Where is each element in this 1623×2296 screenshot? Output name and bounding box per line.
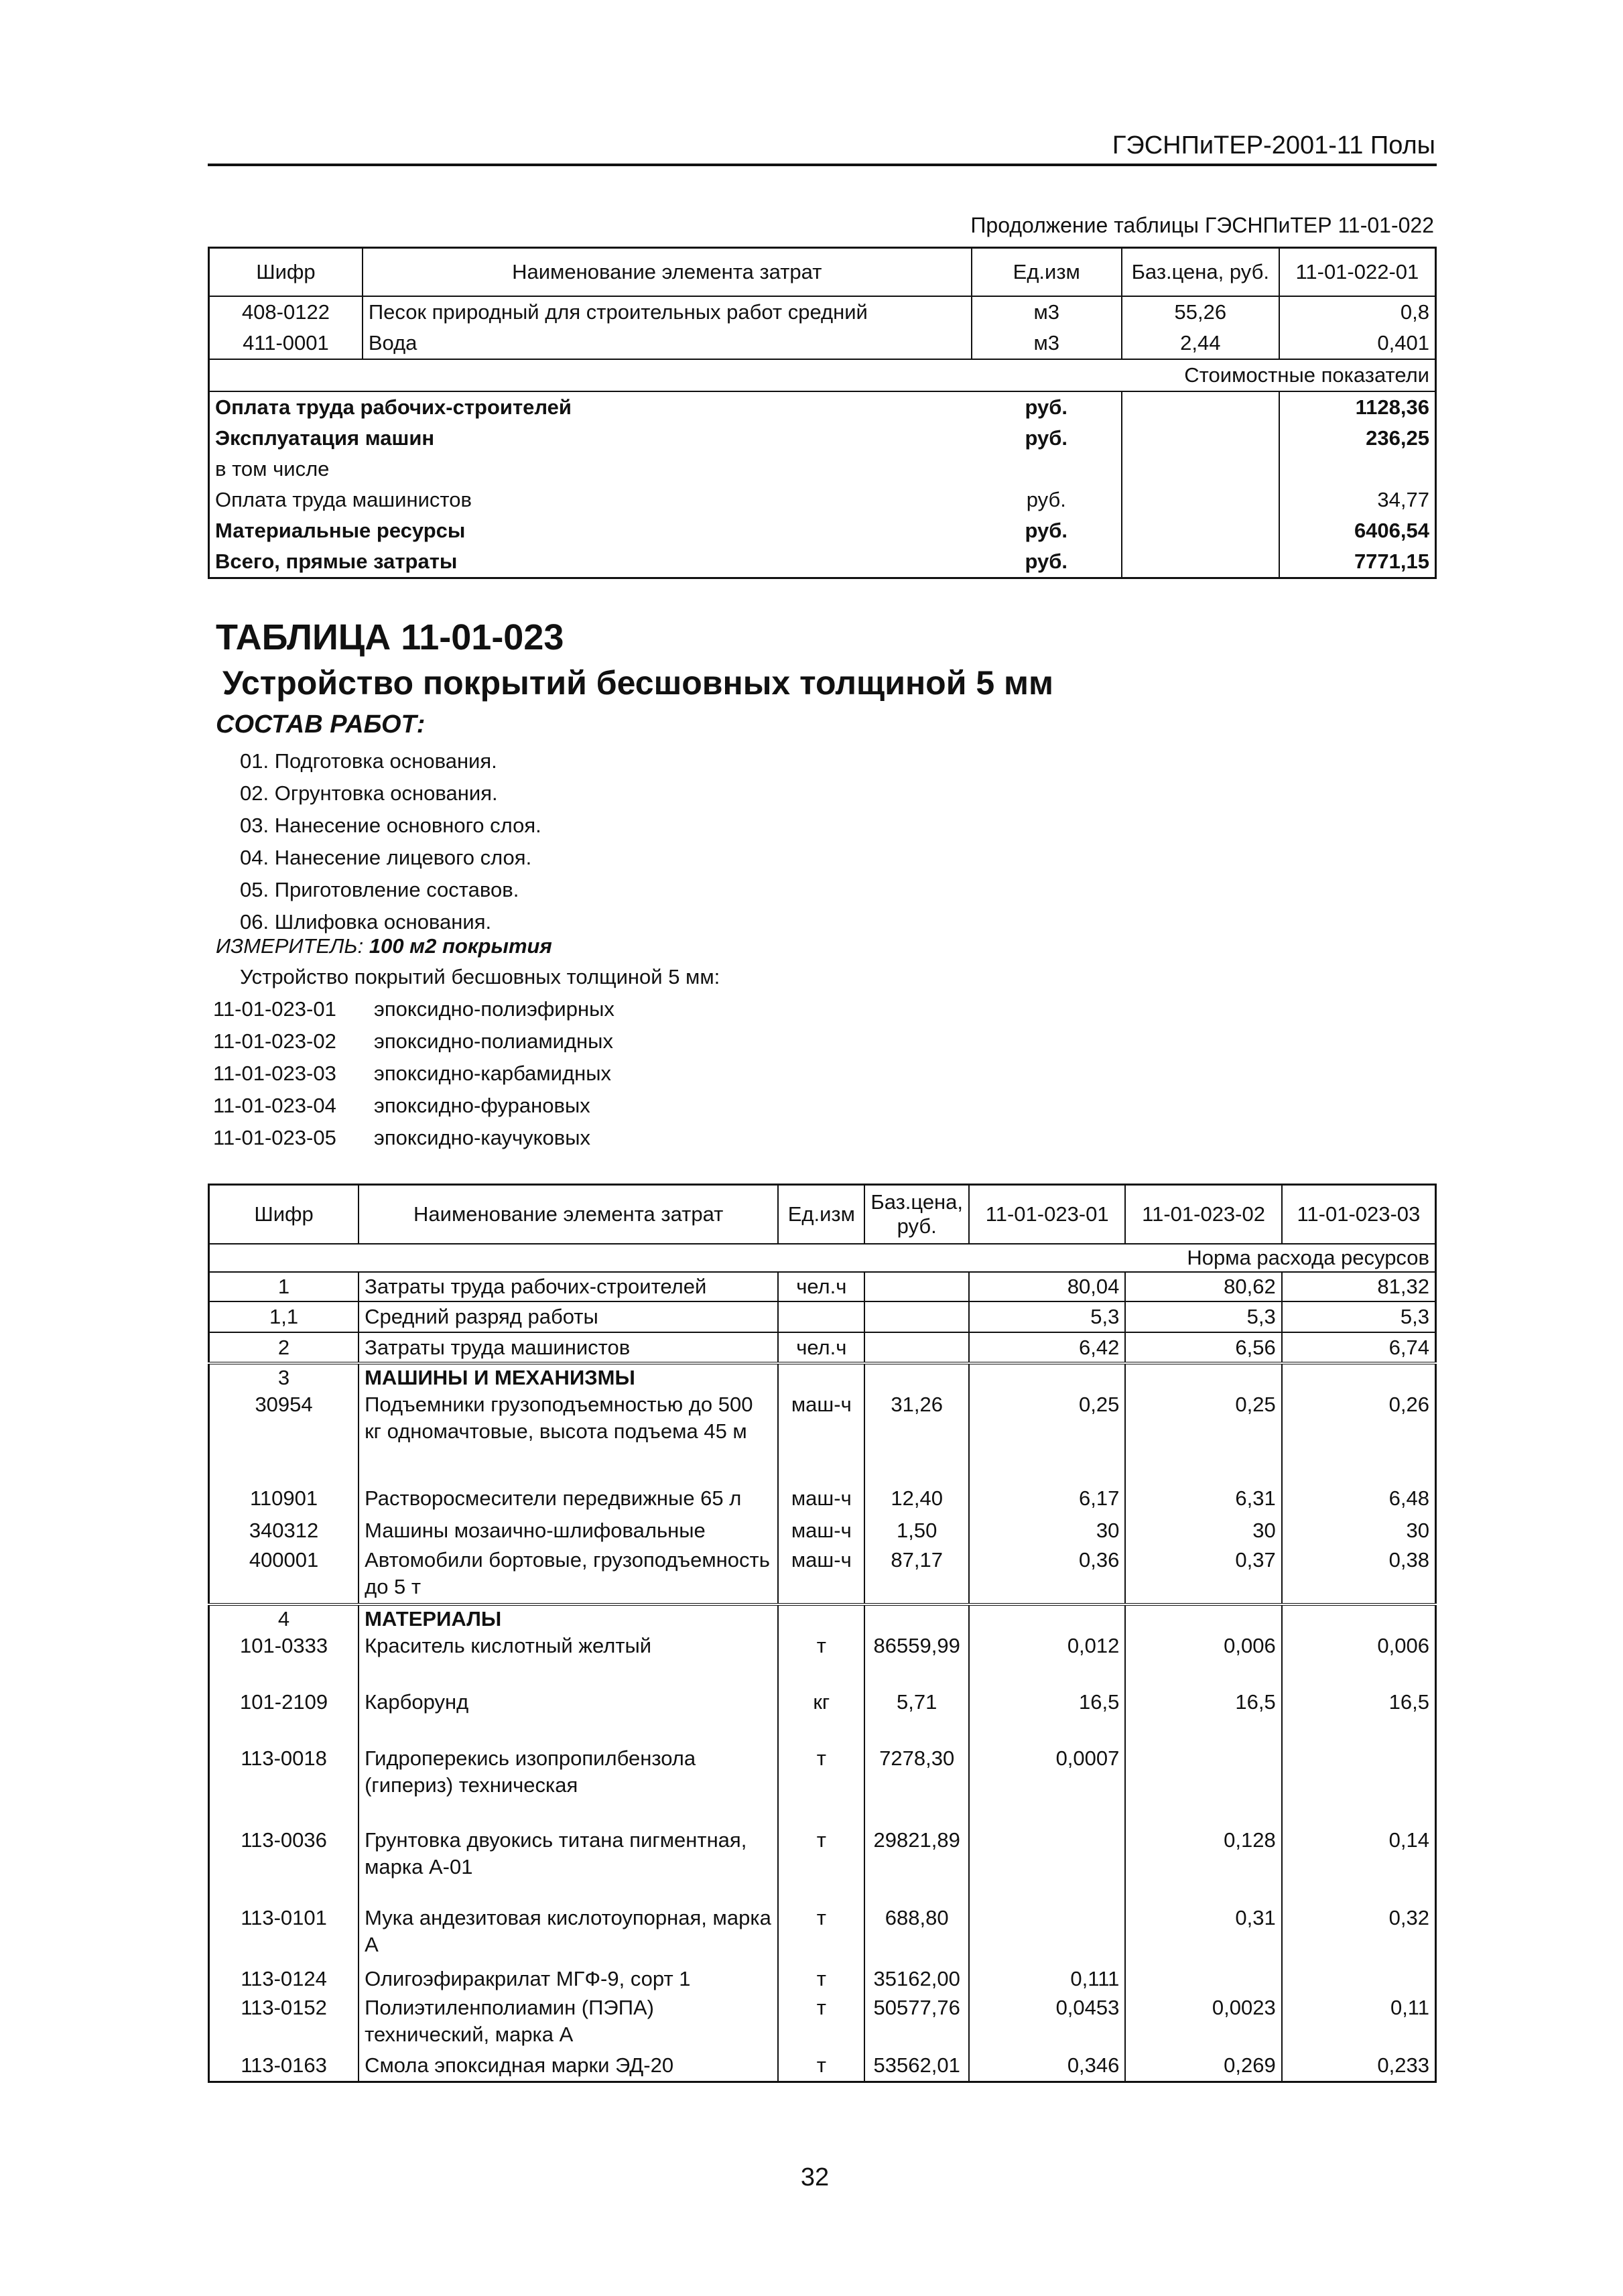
cell-price xyxy=(864,1604,969,1633)
table-header-row xyxy=(209,1185,1436,1245)
cell-code: 113-0124 xyxy=(209,1964,359,1994)
cell-value: 0,26 xyxy=(1282,1391,1436,1482)
cell-name: Олигоэфиракрилат МГФ-9, сорт 1 xyxy=(359,1964,778,1994)
resource-table-11-01-023 xyxy=(208,1184,1437,2083)
table-row xyxy=(209,1905,1436,1964)
cell-name: МАТЕРИАЛЫ xyxy=(359,1604,778,1633)
summary-name: Оплата труда машинистов xyxy=(215,488,472,511)
cell-value xyxy=(969,1827,1125,1905)
cell-value: 0,0007 xyxy=(969,1745,1125,1827)
summary-row xyxy=(209,454,1436,485)
list-item xyxy=(213,993,614,1025)
cell-name: МАШИНЫ И МЕХАНИЗМЫ xyxy=(359,1363,778,1391)
cell-value: 0,25 xyxy=(969,1391,1125,1482)
summary-unit: руб. xyxy=(1026,488,1066,511)
cell-value: 0,233 xyxy=(1282,2051,1436,2082)
cell-name: Вода xyxy=(363,328,972,359)
cell-name: Полиэтиленполиамин (ПЭПА) технический, марка А xyxy=(359,1994,778,2051)
cell-value: 5,3 xyxy=(969,1301,1125,1332)
cell-value: 6,74 xyxy=(1282,1332,1436,1363)
summary-value: 1128,36 xyxy=(1279,391,1436,423)
table-row xyxy=(209,1745,1436,1827)
measure-label: ИЗМЕРИТЕЛЬ: xyxy=(216,934,364,958)
cell-unit: т xyxy=(778,1994,864,2051)
cell-code: 1,1 xyxy=(209,1301,359,1332)
cell-unit: т xyxy=(778,1745,864,1827)
cell-value: 6,31 xyxy=(1125,1482,1281,1515)
cell-price: 55,26 xyxy=(1122,296,1279,328)
cell-price: 12,40 xyxy=(864,1482,969,1515)
summary-name: Оплата труда рабочих-строителей xyxy=(215,395,572,419)
summary-name: в том числе xyxy=(215,457,330,481)
cell-value xyxy=(969,1905,1125,1964)
cell-value: 6,17 xyxy=(969,1482,1125,1515)
cell-code: 113-0163 xyxy=(209,2051,359,2082)
cell-name: Карборунд xyxy=(359,1689,778,1745)
cell-unit: маш-ч xyxy=(778,1482,864,1515)
cell-value: 0,38 xyxy=(1282,1547,1436,1604)
variant-code: 11-01-023-03 xyxy=(213,1062,336,1085)
summary-value xyxy=(1279,454,1436,485)
cell-name: Средний разряд работы xyxy=(359,1301,778,1332)
col-header-norm: 11-01-022-01 xyxy=(1279,248,1436,297)
cell-unit: чел.ч xyxy=(778,1272,864,1301)
variant-code: 11-01-023-05 xyxy=(213,1126,336,1149)
cell-unit: маш-ч xyxy=(778,1391,864,1482)
cell-code: 2 xyxy=(209,1332,359,1363)
cell-name: Мука андезитовая кислотоупорная, марка А xyxy=(359,1905,778,1964)
col-header-price: Баз.цена, руб. xyxy=(864,1185,969,1245)
header-rule xyxy=(208,164,1437,166)
cell-value: 0,8 xyxy=(1279,296,1436,328)
variant-code: 11-01-023-02 xyxy=(213,1029,336,1053)
page-number: 32 xyxy=(800,2163,830,2191)
cell-code: 101-2109 xyxy=(209,1689,359,1745)
cell-code: 3 xyxy=(209,1363,359,1391)
cell-value: 16,5 xyxy=(1125,1689,1281,1745)
cell-price: 2,44 xyxy=(1122,328,1279,359)
cell-value xyxy=(1282,1964,1436,1994)
cell-value: 0,0023 xyxy=(1125,1994,1281,2051)
col-header-unit: Ед.изм xyxy=(778,1185,864,1245)
variant-name: эпоксидно-каучуковых xyxy=(374,1126,591,1149)
table-row xyxy=(209,1604,1436,1633)
summary-row xyxy=(209,546,1436,578)
list-item xyxy=(213,1025,614,1058)
cell-code: 113-0152 xyxy=(209,1994,359,2051)
cell-value: 0,346 xyxy=(969,2051,1125,2082)
cell-price: 1,50 xyxy=(864,1515,969,1547)
table-subtitle: Устройство покрытий бесшовных толщиной 5 мм xyxy=(222,664,1053,702)
cell-value: 0,401 xyxy=(1279,328,1436,359)
cell-price: 688,80 xyxy=(864,1905,969,1964)
summary-value: 236,25 xyxy=(1279,423,1436,454)
cell-value: 5,3 xyxy=(1282,1301,1436,1332)
cell-price: 29821,89 xyxy=(864,1827,969,1905)
cell-value: 80,62 xyxy=(1125,1272,1281,1301)
cell-value: 16,5 xyxy=(969,1689,1125,1745)
table-row xyxy=(209,1689,1436,1745)
cell-value xyxy=(1282,1604,1436,1633)
cell-price xyxy=(864,1272,969,1301)
cell-value xyxy=(1282,1363,1436,1391)
table-row xyxy=(209,1633,1436,1689)
cell-value: 81,32 xyxy=(1282,1272,1436,1301)
cell-value xyxy=(1282,1745,1436,1827)
table-row xyxy=(209,1272,1436,1301)
measure-line xyxy=(216,934,552,958)
col-header-variant-03: 11-01-023-03 xyxy=(1282,1185,1436,1245)
list-item xyxy=(213,1090,614,1122)
summary-row xyxy=(209,515,1436,546)
cell-price: 86559,99 xyxy=(864,1633,969,1689)
cell-value: 30 xyxy=(1282,1515,1436,1547)
table-row xyxy=(209,1482,1436,1515)
cell-value: 0,14 xyxy=(1282,1827,1436,1905)
table-header-row xyxy=(209,248,1436,297)
cost-indicators-header: Стоимостные показатели xyxy=(209,359,1436,391)
cell-price xyxy=(864,1332,969,1363)
table-row xyxy=(209,1391,1436,1482)
cell-value xyxy=(1125,1604,1281,1633)
summary-value: 34,77 xyxy=(1279,485,1436,515)
cell-value: 0,37 xyxy=(1125,1547,1281,1604)
table-row xyxy=(209,1301,1436,1332)
cell-unit: м3 xyxy=(972,328,1122,359)
variant-name: эпоксидно-карбамидных xyxy=(374,1062,611,1085)
cell-price: 7278,30 xyxy=(864,1745,969,1827)
cell-price: 5,71 xyxy=(864,1689,969,1745)
resource-table-11-01-022 xyxy=(208,247,1437,579)
cell-value: 30 xyxy=(969,1515,1125,1547)
cell-value xyxy=(1125,1964,1281,1994)
variant-code: 11-01-023-04 xyxy=(213,1094,336,1117)
cell-value: 30 xyxy=(1125,1515,1281,1547)
cell-name: Машины мозаично-шлифовальные xyxy=(359,1515,778,1547)
cell-unit: чел.ч xyxy=(778,1332,864,1363)
summary-unit: руб. xyxy=(1025,519,1068,542)
cell-price: 50577,76 xyxy=(864,1994,969,2051)
cell-name: Автомобили бортовые, грузоподъемность до 5 т xyxy=(359,1547,778,1604)
list-item: 05. Приготовление составов. xyxy=(240,878,519,901)
cell-code: 340312 xyxy=(209,1515,359,1547)
cell-name: Песок природный для строительных работ средний xyxy=(363,296,972,328)
table-row xyxy=(209,1827,1436,1905)
cell-unit: т xyxy=(778,1827,864,1905)
cell-value xyxy=(969,1604,1125,1633)
summary-unit: руб. xyxy=(1025,550,1068,573)
summary-unit xyxy=(972,454,1122,485)
cell-value: 0,31 xyxy=(1125,1905,1281,1964)
summary-row xyxy=(209,485,1436,515)
cell-name: Краситель кислотный желтый xyxy=(359,1633,778,1689)
cell-code: 113-0101 xyxy=(209,1905,359,1964)
cell-value: 0,128 xyxy=(1125,1827,1281,1905)
cell-price: 87,17 xyxy=(864,1547,969,1604)
table-row xyxy=(209,1547,1436,1604)
cell-value: 6,56 xyxy=(1125,1332,1281,1363)
list-item: 06. Шлифовка основания. xyxy=(240,910,492,934)
cell-unit xyxy=(778,1604,864,1633)
cost-indicators-row xyxy=(209,359,1436,391)
summary-unit: руб. xyxy=(1025,395,1068,419)
cell-price: 35162,00 xyxy=(864,1964,969,1994)
cell-unit xyxy=(778,1301,864,1332)
variant-name: эпоксидно-полиэфирных xyxy=(374,997,614,1021)
variants-list xyxy=(213,993,614,1154)
cell-code: 101-0333 xyxy=(209,1633,359,1689)
table-row xyxy=(209,1332,1436,1363)
cell-unit: т xyxy=(778,2051,864,2082)
summary-name: Всего, прямые затраты xyxy=(215,550,458,573)
cell-code: 113-0036 xyxy=(209,1827,359,1905)
table-row xyxy=(209,1964,1436,1994)
cell-value: 0,36 xyxy=(969,1547,1125,1604)
table-row xyxy=(209,328,1436,359)
cell-value xyxy=(1125,1745,1281,1827)
list-item: 01. Подготовка основания. xyxy=(240,749,497,773)
measure-value: 100 м2 покрытия xyxy=(369,934,552,958)
cell-name: Затраты труда рабочих-строителей xyxy=(359,1272,778,1301)
list-item xyxy=(213,1122,614,1154)
summary-value: 6406,54 xyxy=(1279,515,1436,546)
cell-value: 80,04 xyxy=(969,1272,1125,1301)
cell-value: 0,012 xyxy=(969,1633,1125,1689)
cell-code: 30954 xyxy=(209,1391,359,1482)
summary-row xyxy=(209,423,1436,454)
summary-unit: руб. xyxy=(1025,426,1068,450)
cell-code: 110901 xyxy=(209,1482,359,1515)
cell-price: 53562,01 xyxy=(864,2051,969,2082)
cell-value: 5,3 xyxy=(1125,1301,1281,1332)
cell-unit: т xyxy=(778,1905,864,1964)
cell-price xyxy=(864,1301,969,1332)
work-list xyxy=(240,745,541,938)
cell-value: 0,006 xyxy=(1282,1633,1436,1689)
cell-value: 0,269 xyxy=(1125,2051,1281,2082)
cell-price: 31,26 xyxy=(864,1391,969,1482)
cell-name: Подъемники грузоподъемностью до 500 кг одномачтовые, высота подъема 45 м xyxy=(359,1391,778,1482)
col-header-price: Баз.цена, руб. xyxy=(1122,248,1279,297)
table-row xyxy=(209,1363,1436,1391)
cell-value: 6,48 xyxy=(1282,1482,1436,1515)
cell-code: 1 xyxy=(209,1272,359,1301)
cell-name: Гидроперекись изопропилбензола (гипериз) техническая xyxy=(359,1745,778,1827)
table-row xyxy=(209,1994,1436,2051)
cell-unit: маш-ч xyxy=(778,1515,864,1547)
variant-name: эпоксидно-фурановых xyxy=(374,1094,590,1117)
cell-price xyxy=(864,1363,969,1391)
cell-value: 0,0453 xyxy=(969,1994,1125,2051)
cell-code: 408-0122 xyxy=(209,296,363,328)
list-item: 02. Огрунтовка основания. xyxy=(240,781,498,805)
cell-value xyxy=(969,1363,1125,1391)
cell-unit: т xyxy=(778,1633,864,1689)
col-header-name: Наименование элемента затрат xyxy=(359,1185,778,1245)
col-header-code: Шифр xyxy=(209,248,363,297)
cell-code: 4 xyxy=(209,1604,359,1633)
summary-row xyxy=(209,391,1436,423)
cell-value: 0,25 xyxy=(1125,1391,1281,1482)
cell-unit: м3 xyxy=(972,296,1122,328)
variants-intro: Устройство покрытий бесшовных толщиной 5 мм: xyxy=(240,965,720,988)
table-row xyxy=(209,1515,1436,1547)
cell-code: 400001 xyxy=(209,1547,359,1604)
col-header-code: Шифр xyxy=(209,1185,359,1245)
cell-value: 16,5 xyxy=(1282,1689,1436,1745)
table-row xyxy=(209,296,1436,328)
cell-value: 0,11 xyxy=(1282,1994,1436,2051)
cell-name: Грунтовка двуокись титана пигментная, марка А-01 xyxy=(359,1827,778,1905)
variant-code: 11-01-023-01 xyxy=(213,997,336,1021)
cell-unit: т xyxy=(778,1964,864,1994)
cell-value: 0,111 xyxy=(969,1964,1125,1994)
list-item: 04. Нанесение лицевого слоя. xyxy=(240,846,532,869)
work-composition-label: СОСТАВ РАБОТ: xyxy=(216,710,426,739)
table-row xyxy=(209,2051,1436,2082)
cell-code: 113-0018 xyxy=(209,1745,359,1827)
cell-code: 411-0001 xyxy=(209,328,363,359)
list-item xyxy=(213,1058,614,1090)
table-title: ТАБЛИЦА 11-01-023 xyxy=(216,617,564,657)
col-header-variant-01: 11-01-023-01 xyxy=(969,1185,1125,1245)
cell-value: 6,42 xyxy=(969,1332,1125,1363)
cell-name: Затраты труда машинистов xyxy=(359,1332,778,1363)
cell-name: Растворосмесители передвижные 65 л xyxy=(359,1482,778,1515)
col-header-unit: Ед.изм xyxy=(972,248,1122,297)
cell-value: 0,006 xyxy=(1125,1633,1281,1689)
cell-unit: маш-ч xyxy=(778,1547,864,1604)
summary-name: Материальные ресурсы xyxy=(215,519,466,542)
norm-header: Норма расхода ресурсов xyxy=(209,1244,1436,1272)
list-item: 03. Нанесение основного слоя. xyxy=(240,814,541,837)
variant-name: эпоксидно-полиамидных xyxy=(374,1029,613,1053)
col-header-variant-02: 11-01-023-02 xyxy=(1125,1185,1281,1245)
cell-name: Смола эпоксидная марки ЭД-20 xyxy=(359,2051,778,2082)
cell-unit: кг xyxy=(778,1689,864,1745)
col-header-name: Наименование элемента затрат xyxy=(363,248,972,297)
summary-name: Эксплуатация машин xyxy=(215,426,435,450)
running-header: ГЭСНПиТЕР-2001-11 Полы xyxy=(1112,131,1435,160)
cell-value xyxy=(1125,1363,1281,1391)
cell-unit xyxy=(778,1363,864,1391)
norm-header-row xyxy=(209,1244,1436,1272)
summary-value: 7771,15 xyxy=(1279,546,1436,578)
table-continuation-note: Продолжение таблицы ГЭСНПиТЕР 11-01-022 xyxy=(970,213,1434,237)
cell-value: 0,32 xyxy=(1282,1905,1436,1964)
